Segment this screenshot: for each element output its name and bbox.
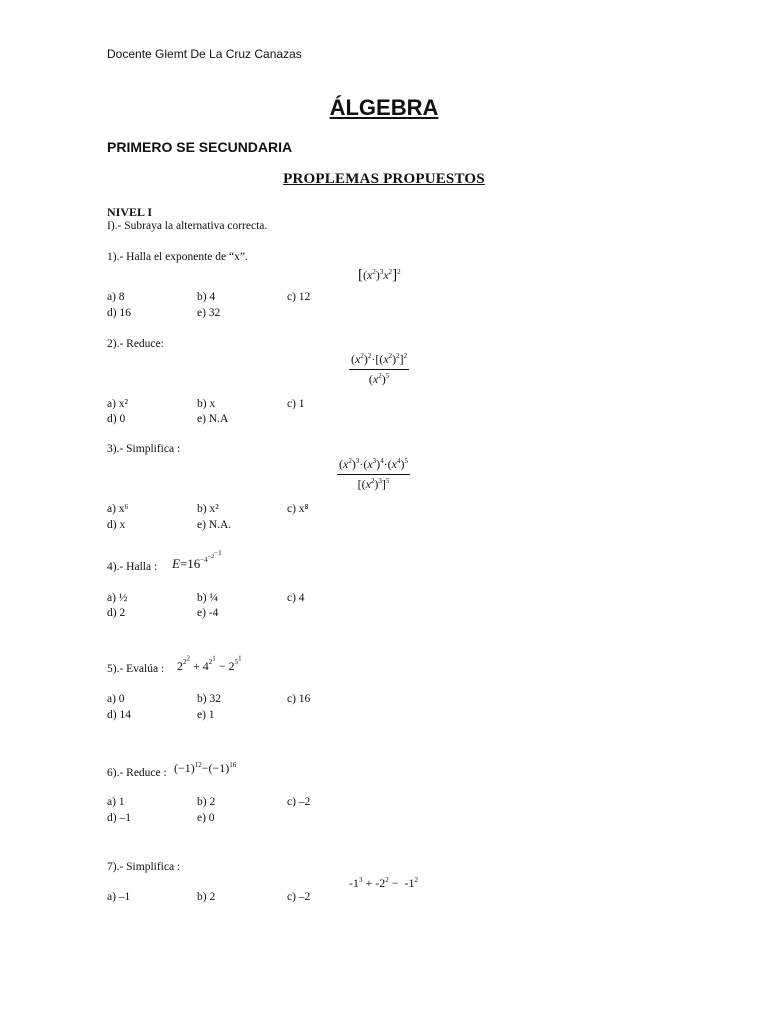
problem-6-expression: $(-1)^{12}-(-1)^{16}$	[174, 761, 237, 775]
page-title: ÁLGEBRA	[329, 95, 439, 120]
problem-4-option-c[interactable]: c) 4	[287, 592, 305, 604]
problem-5-prompt: 5).- Evalúa :	[107, 663, 165, 675]
problem-4-option-d[interactable]: d) 2	[107, 607, 126, 619]
problem-3-option-d[interactable]: d) x	[107, 519, 126, 531]
problem-6-option-b[interactable]: b) 2	[197, 796, 216, 808]
teacher-name: Docente Glemt De La Cruz Canazas	[107, 47, 302, 61]
problem-2-option-c[interactable]: c) 1	[287, 398, 305, 410]
problem-3-expression: $\frac{(x^2)^3\cdot(x^3)^4\cdot(x^4)^5}{[(x^2)^3]^5}$	[339, 457, 408, 491]
problem-5-option-a[interactable]: a) 0	[107, 693, 125, 705]
problem-6-option-a[interactable]: a) 1	[107, 796, 125, 808]
problem-7-option-b[interactable]: b) 2	[197, 891, 216, 903]
problem-6-option-c[interactable]: c) –2	[287, 796, 311, 808]
problem-3-option-a[interactable]: a) x⁶	[107, 503, 129, 515]
grade-subtitle: PRIMERO SE SECUNDARIA	[107, 139, 293, 155]
problem-5-option-b[interactable]: b) 32	[197, 693, 221, 705]
problem-5-option-e[interactable]: e) 1	[197, 709, 215, 721]
problem-4-option-b[interactable]: b) ¼	[197, 592, 219, 604]
problem-1-option-a[interactable]: a) 8	[107, 291, 125, 303]
problem-1-expression: $[(x^2)^3x^2]^2$	[358, 267, 401, 283]
problem-7-expression: $-1^3 + -2^2 - -1^2$	[349, 876, 419, 890]
problem-2-option-b[interactable]: b) x	[197, 398, 216, 410]
problem-6-prompt: 6).- Reduce :	[107, 767, 167, 779]
problem-7-option-a[interactable]: a) –1	[107, 891, 131, 903]
problem-2-option-e[interactable]: e) N.A	[197, 413, 229, 425]
problem-2-option-d[interactable]: d) 0	[107, 413, 126, 425]
level-label: NIVEL I	[107, 205, 153, 219]
problem-2-prompt: 2).- Reduce:	[107, 338, 164, 350]
problem-2-expression: $\frac{(x^2)^2\cdot[(x^2)^2]^2}{(x^2)^5}$	[351, 352, 408, 386]
problem-1-option-c[interactable]: c) 12	[287, 291, 311, 303]
problem-2-option-a[interactable]: a) x²	[107, 398, 129, 410]
problem-3-prompt: 3).- Simplifica :	[107, 443, 181, 455]
problem-4-expression: $E=16^{-4-2^{-1}}$	[172, 549, 222, 571]
problem-6-option-d[interactable]: d) –1	[107, 812, 131, 824]
problem-1-prompt: 1).- Halla el exponente de “x”.	[107, 251, 248, 263]
problem-3-option-c[interactable]: c) x⁸	[287, 503, 309, 515]
problem-1-option-d[interactable]: d) 16	[107, 307, 131, 319]
problem-1-option-b[interactable]: b) 4	[197, 291, 216, 303]
problem-5-expression: $2^{2^2} + 4^{2^1} - 2^{5^1}$	[177, 654, 242, 673]
problem-6-option-e[interactable]: e) 0	[197, 812, 215, 824]
instruction-text: I).- Subraya la alternativa correcta.	[107, 220, 268, 232]
problem-5-option-c[interactable]: c) 16	[287, 693, 311, 705]
problem-1-option-e[interactable]: e) 32	[197, 307, 221, 319]
problem-7-prompt: 7).- Simplifica :	[107, 861, 181, 873]
problem-7-option-c[interactable]: c) –2	[287, 891, 311, 903]
problem-4-option-a[interactable]: a) ½	[107, 592, 128, 604]
problem-3-option-b[interactable]: b) x²	[197, 503, 219, 515]
problem-4-option-e[interactable]: e) -4	[197, 607, 219, 619]
problem-4-prompt: 4).- Halla :	[107, 561, 158, 573]
problem-5-option-d[interactable]: d) 14	[107, 709, 131, 721]
section-heading: PROPLEMAS PROPUESTOS	[283, 171, 485, 187]
problem-3-option-e[interactable]: e) N.A.	[197, 519, 232, 531]
